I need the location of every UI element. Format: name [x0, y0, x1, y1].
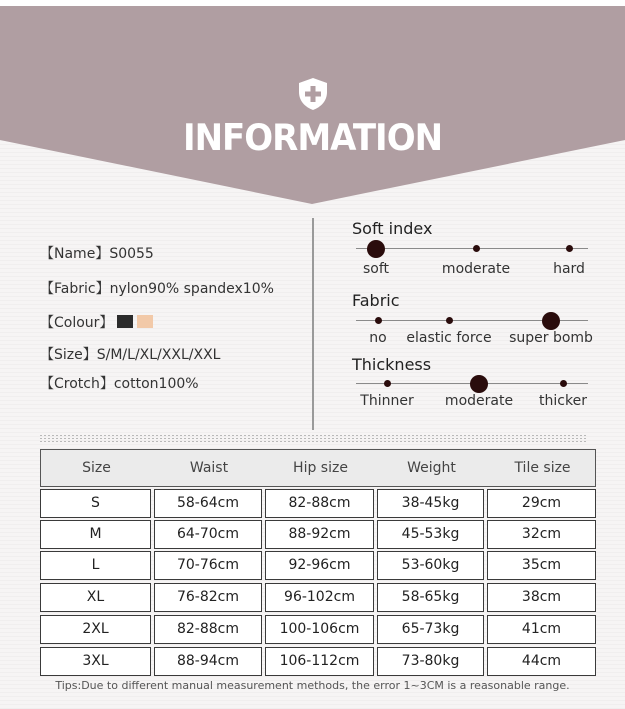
- scale-dot: [384, 380, 391, 387]
- table-cell: 3XL: [40, 647, 151, 676]
- table-cell: 35cm: [487, 551, 596, 580]
- table-cell: 58-64cm: [154, 489, 262, 518]
- scale-dot: [375, 317, 382, 324]
- table-cell: M: [40, 520, 151, 549]
- info-colour: [40, 312, 153, 332]
- table-cell: 45-53kg: [377, 520, 484, 549]
- scale-title: Soft index: [352, 219, 433, 238]
- table-cell: S: [40, 489, 151, 518]
- vertical-divider: [312, 218, 314, 430]
- banner-title: INFORMATION: [182, 116, 443, 160]
- crotch-value: cotton100%: [113, 376, 199, 392]
- scale-dot: [566, 245, 573, 252]
- scale-dot: [560, 380, 567, 387]
- table-cell: 92-96cm: [265, 551, 374, 580]
- table-cell: 38cm: [487, 583, 596, 612]
- name-label: 【Name】: [40, 246, 110, 262]
- table-cell: 32cm: [487, 520, 596, 549]
- size-label: 【Size】: [40, 347, 97, 363]
- scale-label: soft: [362, 261, 390, 277]
- info-name: [40, 243, 154, 263]
- table-cell: 76-82cm: [154, 583, 262, 612]
- table-cell: 82-88cm: [265, 489, 374, 518]
- scale-dot-selected: [367, 240, 385, 258]
- crotch-label: 【Crotch】: [40, 376, 114, 392]
- table-cell: 41cm: [487, 615, 596, 644]
- table-cell: 70-76cm: [154, 551, 262, 580]
- table-cell: 38-45kg: [377, 489, 484, 518]
- table-cell: 65-73kg: [377, 615, 484, 644]
- scale-label: moderate: [441, 261, 511, 277]
- table-cell: 106-112cm: [265, 647, 374, 676]
- scale-title: Thickness: [352, 355, 432, 374]
- table-cell: XL: [40, 583, 151, 612]
- table-header-cell: Hip size: [293, 460, 348, 476]
- table-header-cell: Tile size: [514, 460, 571, 476]
- table-cell: 64-70cm: [154, 520, 262, 549]
- shield-plus-icon: [297, 77, 329, 111]
- table-cell: 29cm: [487, 489, 596, 518]
- scale-dot-selected: [470, 375, 488, 393]
- scale-label: no: [369, 330, 387, 346]
- table-cell: 88-92cm: [265, 520, 374, 549]
- table-cell: 88-94cm: [154, 647, 262, 676]
- dashed-separator: [40, 433, 588, 442]
- scale-label: Thinner: [360, 393, 414, 409]
- scale-title: Fabric: [352, 291, 400, 310]
- info-crotch: [40, 373, 199, 393]
- scale-dot-selected: [542, 312, 560, 330]
- table-header-cell: Weight: [407, 460, 456, 476]
- scale-label: thicker: [539, 393, 587, 409]
- name-value: S0055: [109, 246, 154, 262]
- table-cell: 73-80kg: [377, 647, 484, 676]
- table-cell: 82-88cm: [154, 615, 262, 644]
- table-header: [40, 449, 596, 487]
- table-cell: 100-106cm: [265, 615, 374, 644]
- table-cell: 58-65kg: [377, 583, 484, 612]
- size-value: S/M/L/XL/XXL/XXL: [96, 347, 221, 363]
- scale-label: hard: [553, 261, 585, 277]
- info-size: [40, 344, 220, 364]
- info-fabric: [40, 278, 274, 298]
- scale-label: moderate: [444, 393, 514, 409]
- colour-swatch-black: [117, 315, 133, 328]
- table-header-cell: Size: [82, 460, 111, 476]
- table-cell: 53-60kg: [377, 551, 484, 580]
- scale-dot: [446, 317, 453, 324]
- table-header-cell: Waist: [189, 460, 229, 476]
- scale-dot: [473, 245, 480, 252]
- table-cell: 2XL: [40, 615, 151, 644]
- scale-label: super bomb: [509, 330, 593, 346]
- table-cell: 44cm: [487, 647, 596, 676]
- colour-swatch-nude: [137, 315, 153, 328]
- fabric-value: nylon90% spandex10%: [109, 281, 274, 297]
- table-cell: 96-102cm: [265, 583, 374, 612]
- fabric-label: 【Fabric】: [40, 281, 110, 297]
- table-cell: L: [40, 551, 151, 580]
- colour-label: 【Colour】: [40, 315, 114, 331]
- tips-note: Tips:Due to different manual measurement methods, the error 1~3CM is a reasonable range.: [55, 679, 570, 692]
- scale-label: elastic force: [406, 330, 492, 346]
